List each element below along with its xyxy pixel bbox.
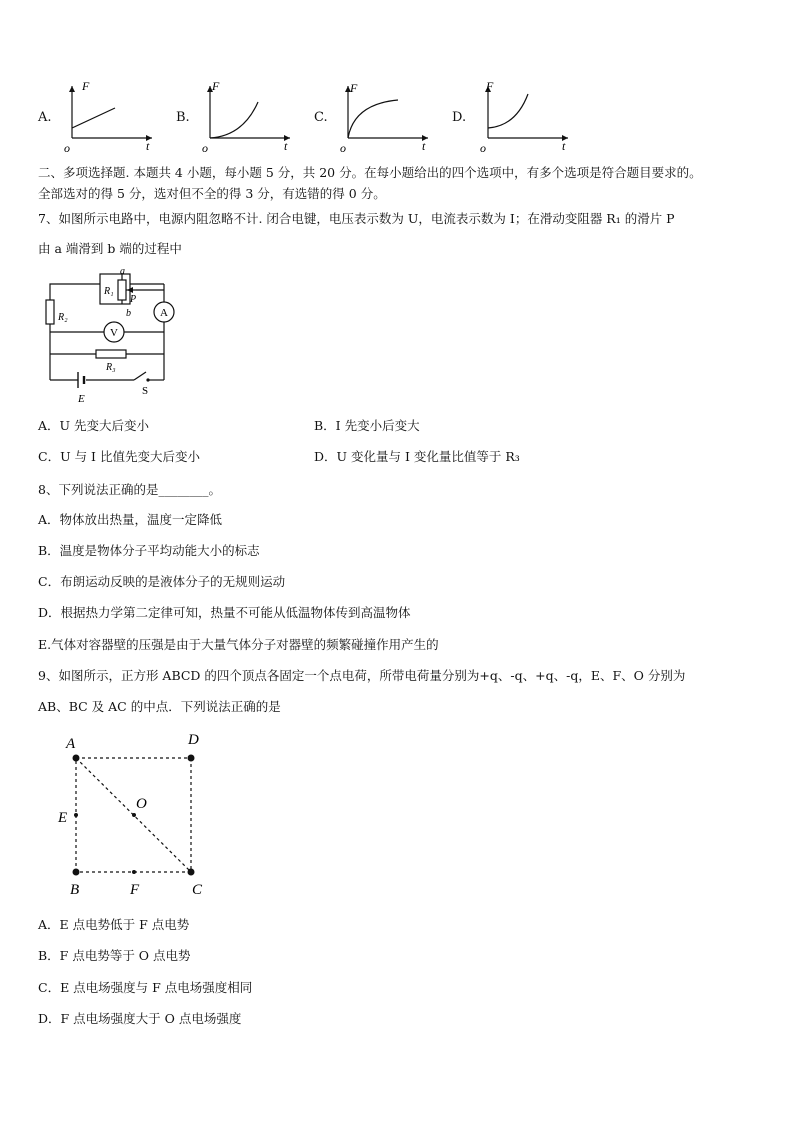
circuit-voltmeter-label: V bbox=[110, 327, 118, 339]
graph-option-a-letter: A. bbox=[38, 110, 52, 125]
graph-d bbox=[476, 78, 576, 156]
circuit-ammeter-label: A bbox=[160, 307, 168, 319]
q8-stem: 8、下列说法正确的是________。 bbox=[38, 482, 221, 497]
graph-d-xlabel: t bbox=[562, 139, 566, 153]
vertex-c-dot bbox=[188, 869, 195, 876]
label-e: E bbox=[58, 810, 68, 826]
graph-b-ylabel: F bbox=[212, 79, 220, 93]
label-f: F bbox=[130, 882, 140, 898]
vertex-a-dot bbox=[73, 755, 80, 762]
graph-c-origin: o bbox=[340, 141, 346, 155]
point-o-dot bbox=[132, 813, 136, 817]
vertex-b-dot bbox=[73, 869, 80, 876]
q7-stem-line2: 由 a 端滑到 b 端的过程中 bbox=[38, 241, 182, 256]
q8-option-d: D．根据热力学第二定律可知，热量不可能从低温物体传到高温物体 bbox=[38, 605, 411, 620]
label-b: B bbox=[70, 882, 80, 898]
circuit-r1-label: R₁ bbox=[104, 286, 114, 297]
circuit-b-label: b bbox=[126, 308, 131, 319]
circuit-a-label: a bbox=[120, 268, 125, 277]
q9-option-c: C．E 点电场强度与 F 点电场强度相同 bbox=[38, 980, 253, 995]
circuit-p-label: P bbox=[130, 294, 137, 305]
circuit-r2-label: R₂ bbox=[58, 312, 68, 323]
graph-a-ylabel: F bbox=[82, 79, 90, 93]
q7-stem-line1: 7、如图所示电路中，电源内阻忽略不计. 闭合电键，电压表示数为 U，电流表示数为 I；在滑动变阻器 R₁ 的滑片 P bbox=[38, 211, 675, 226]
circuit-e-label: E bbox=[78, 393, 85, 405]
section2-heading-line2: 全部选对的得 5 分，选对但不全的得 3 分，有选错的得 0 分。 bbox=[38, 186, 386, 201]
label-d: D bbox=[188, 732, 199, 748]
q8-option-c: C．布朗运动反映的是液体分子的无规则运动 bbox=[38, 574, 286, 589]
q9-option-d: D．F 点电场强度大于 O 点电场强度 bbox=[38, 1011, 242, 1026]
label-o: O bbox=[136, 796, 147, 812]
graph-option-d-letter: D. bbox=[452, 110, 467, 125]
q9-stem-line2: AB、BC 及 AC 的中点．下列说法正确的是 bbox=[38, 699, 281, 714]
graph-c bbox=[336, 78, 436, 156]
graph-a bbox=[60, 78, 160, 156]
q7-option-c: C．U 与 I 比值先变大后变小 bbox=[38, 449, 200, 464]
graph-a-origin: o bbox=[64, 141, 70, 155]
graph-b bbox=[198, 78, 298, 156]
vertex-d-dot bbox=[188, 755, 195, 762]
graph-d-ylabel: F bbox=[486, 79, 494, 93]
label-c: C bbox=[192, 882, 203, 898]
q8-option-b: B．温度是物体分子平均动能大小的标志 bbox=[38, 543, 260, 558]
graph-c-ylabel: F bbox=[350, 81, 358, 95]
graph-a-xlabel: t bbox=[146, 139, 150, 153]
q9-square-figure bbox=[50, 728, 220, 900]
section2-heading-line1: 二、多项选择题. 本题共 4 小题，每小题 5 分，共 20 分。在每小题给出的四个选项中，有多个选项是符合题目要求的。 bbox=[38, 165, 702, 180]
circuit-s-label: S bbox=[142, 385, 149, 397]
q7-circuit-diagram bbox=[38, 268, 188, 410]
point-f-dot bbox=[132, 870, 136, 874]
q7-option-b: B．I 先变小后变大 bbox=[314, 418, 420, 433]
label-a: A bbox=[66, 736, 76, 752]
q7-option-a: A．U 先变大后变小 bbox=[38, 418, 150, 433]
graph-d-origin: o bbox=[480, 141, 486, 155]
q7-option-d: D．U 变化量与 I 变化量比值等于 R₃ bbox=[314, 449, 520, 464]
graph-b-origin: o bbox=[202, 141, 208, 155]
q9-option-a: A．E 点电势低于 F 点电势 bbox=[38, 917, 190, 932]
q8-option-e: E.气体对容器壁的压强是由于大量气体分子对器壁的频繁碰撞作用产生的 bbox=[38, 637, 439, 652]
graph-option-c-letter: C. bbox=[314, 110, 328, 125]
graph-option-b-letter: B. bbox=[176, 110, 190, 125]
graph-b-xlabel: t bbox=[284, 139, 288, 153]
q8-option-a: A．物体放出热量，温度一定降低 bbox=[38, 512, 223, 527]
point-e-dot bbox=[74, 813, 78, 817]
circuit-r3-label: R₃ bbox=[106, 362, 116, 373]
graph-c-xlabel: t bbox=[422, 139, 426, 153]
q9-stem-line1: 9、如图所示，正方形 ABCD 的四个顶点各固定一个点电荷，所带电荷量分别为+q、-q、+q、-q，E、F、O 分别为 bbox=[38, 668, 686, 683]
q9-option-b: B．F 点电势等于 O 点电势 bbox=[38, 948, 191, 963]
